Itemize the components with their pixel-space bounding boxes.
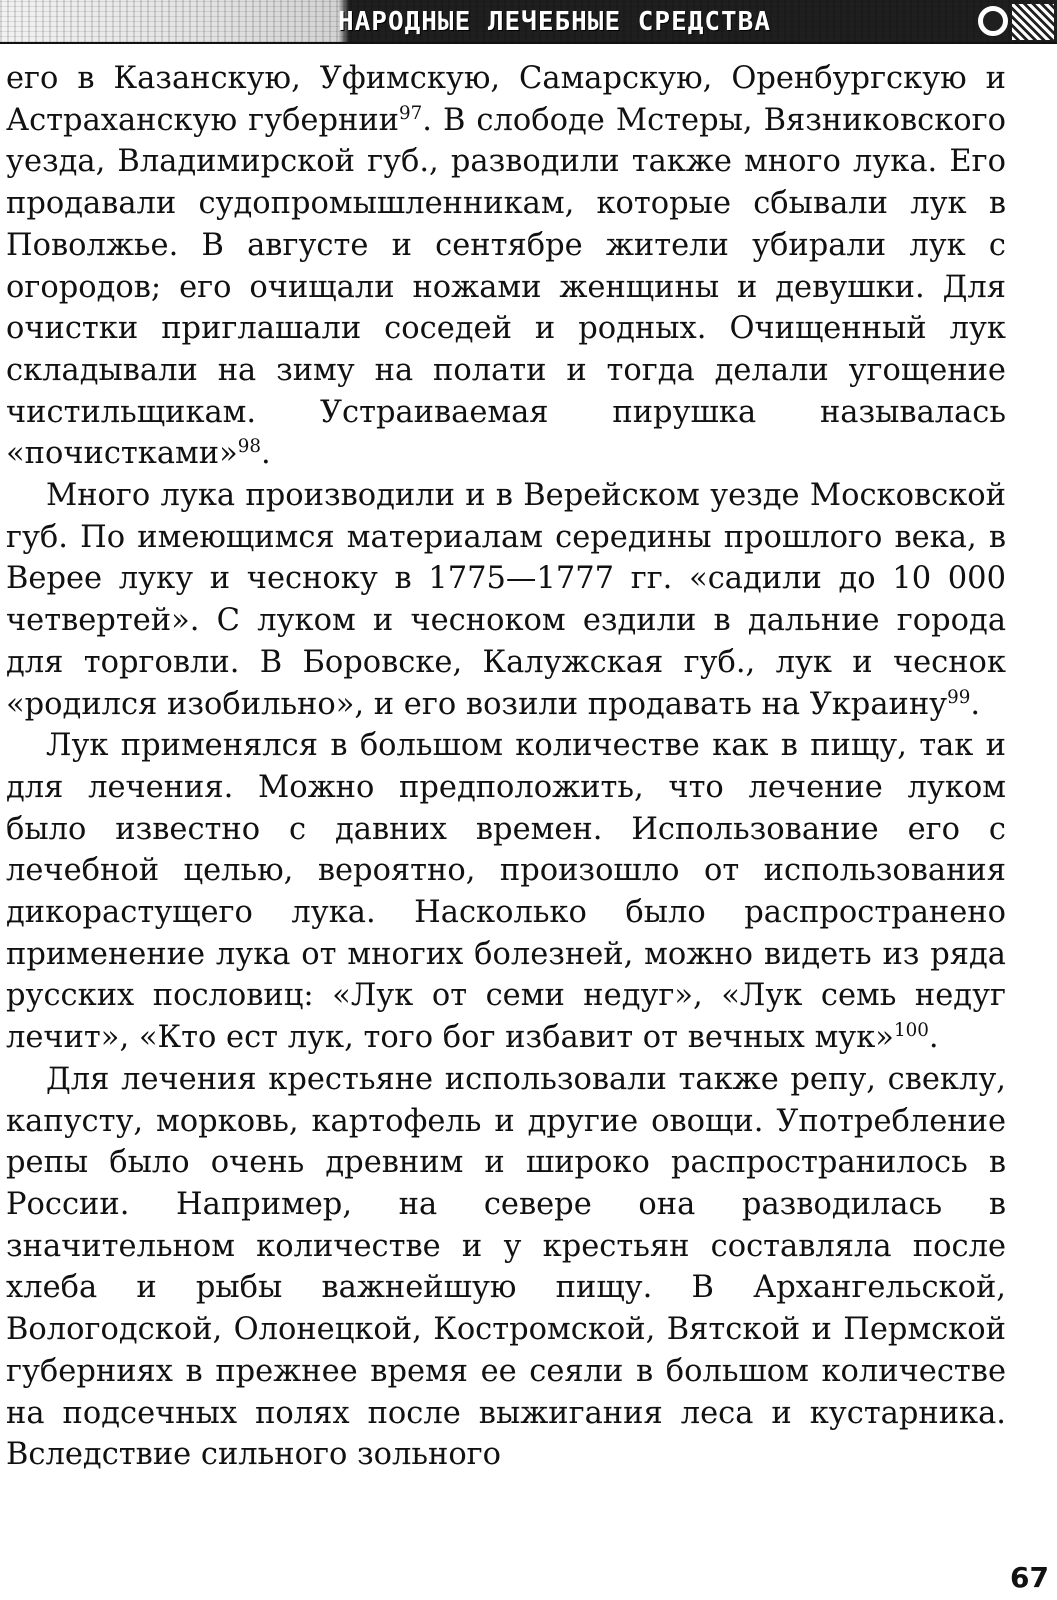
hatched-ornament-icon [1012,4,1054,40]
page-number: 67 [1010,1561,1049,1594]
footnote-ref-98: 98 [237,436,262,458]
paragraph-3-text: Лук применялся в большом количестве как в пищу, так и для лечения. Можно предположить, что лечение луком было известно с давних времен. Использование его с лечебной целью, вероятно, произошло от использования дикорастущего лука. Насколько было распространено применение лука от многих болезней, можно видеть из ряда русских пословиц: «Лук от семи недуг», «Лук семь недуг лечит», «Кто ест лук, того бог избавит от вечных мук» [6,728,1006,1056]
paragraph-1-text-end: . [261,436,271,472]
paragraph-4-text: Для лечения крестьяне использовали также репу, свеклу, капусту, морковь, картофель и другие овощи. Употребление репы было очень древним и широко распространилось в России. Например, на севере она разводилась в значительном количестве и у крестьян составляла после хлеба и рыбы важнейшую пищу. В Архангельской, Вологодской, Олонецкой, Костромской, Вятской и Пермской губерниях в прежнее время ее сеяли в большом количестве на подсечных полях после выжигания леса и кустарника. Вследствие сильного зольного [6,1061,1006,1473]
paragraph-2-text: Много лука производили и в Верейском уезде Московской губ. По имеющимся материалам середины прошлого века, в Верее луку и чесноку в 1775—1777 гг. «садили до 10 000 четвертей». С луком и чесноком ездили в дальние города для торговли. В Боровске, Калужская губ., лук и чеснок «родился изобильно», и его возили продавать на Украину [6,478,1006,722]
body-text [6,58,1006,1476]
paragraph-1-text-cont: . В слободе Мстеры, Вязниковского уезда, Владимирской губ., разводили также много лука. Его продавали судопромышленникам, которые сбывали лук в Поволжье. В августе и сентябре жители убирали лук с огородов; его очищали ножами женщины и девушки. Для очистки приглашали соседей и родных. Очищенный лук складывали на зиму на полати и тогда делали угощение чистильщикам. Устраиваемая пирушка называлась «почистками» [6,102,1006,472]
paragraph-3-text-end: . [928,1020,939,1056]
paragraph-2 [6,475,1006,725]
paragraph-2-text-end: . [970,686,981,722]
footnote-ref-97: 97 [399,102,423,124]
footnote-ref-100: 100 [893,1020,929,1042]
running-header [0,0,1057,44]
circle-ornament-icon [978,6,1008,36]
paragraph-4 [6,1059,1006,1476]
paragraph-3 [6,725,1006,1059]
paragraph-1-text: его в Казанскую, Уфимскую, Самарскую, Оренбургскую и Астраханскую губернии [6,61,1006,138]
running-title: НАРОДНЫЕ ЛЕЧЕБНЫЕ СРЕДСТВА [338,7,771,37]
paragraph-1 [6,58,1006,475]
footnote-ref-99: 99 [947,686,971,708]
